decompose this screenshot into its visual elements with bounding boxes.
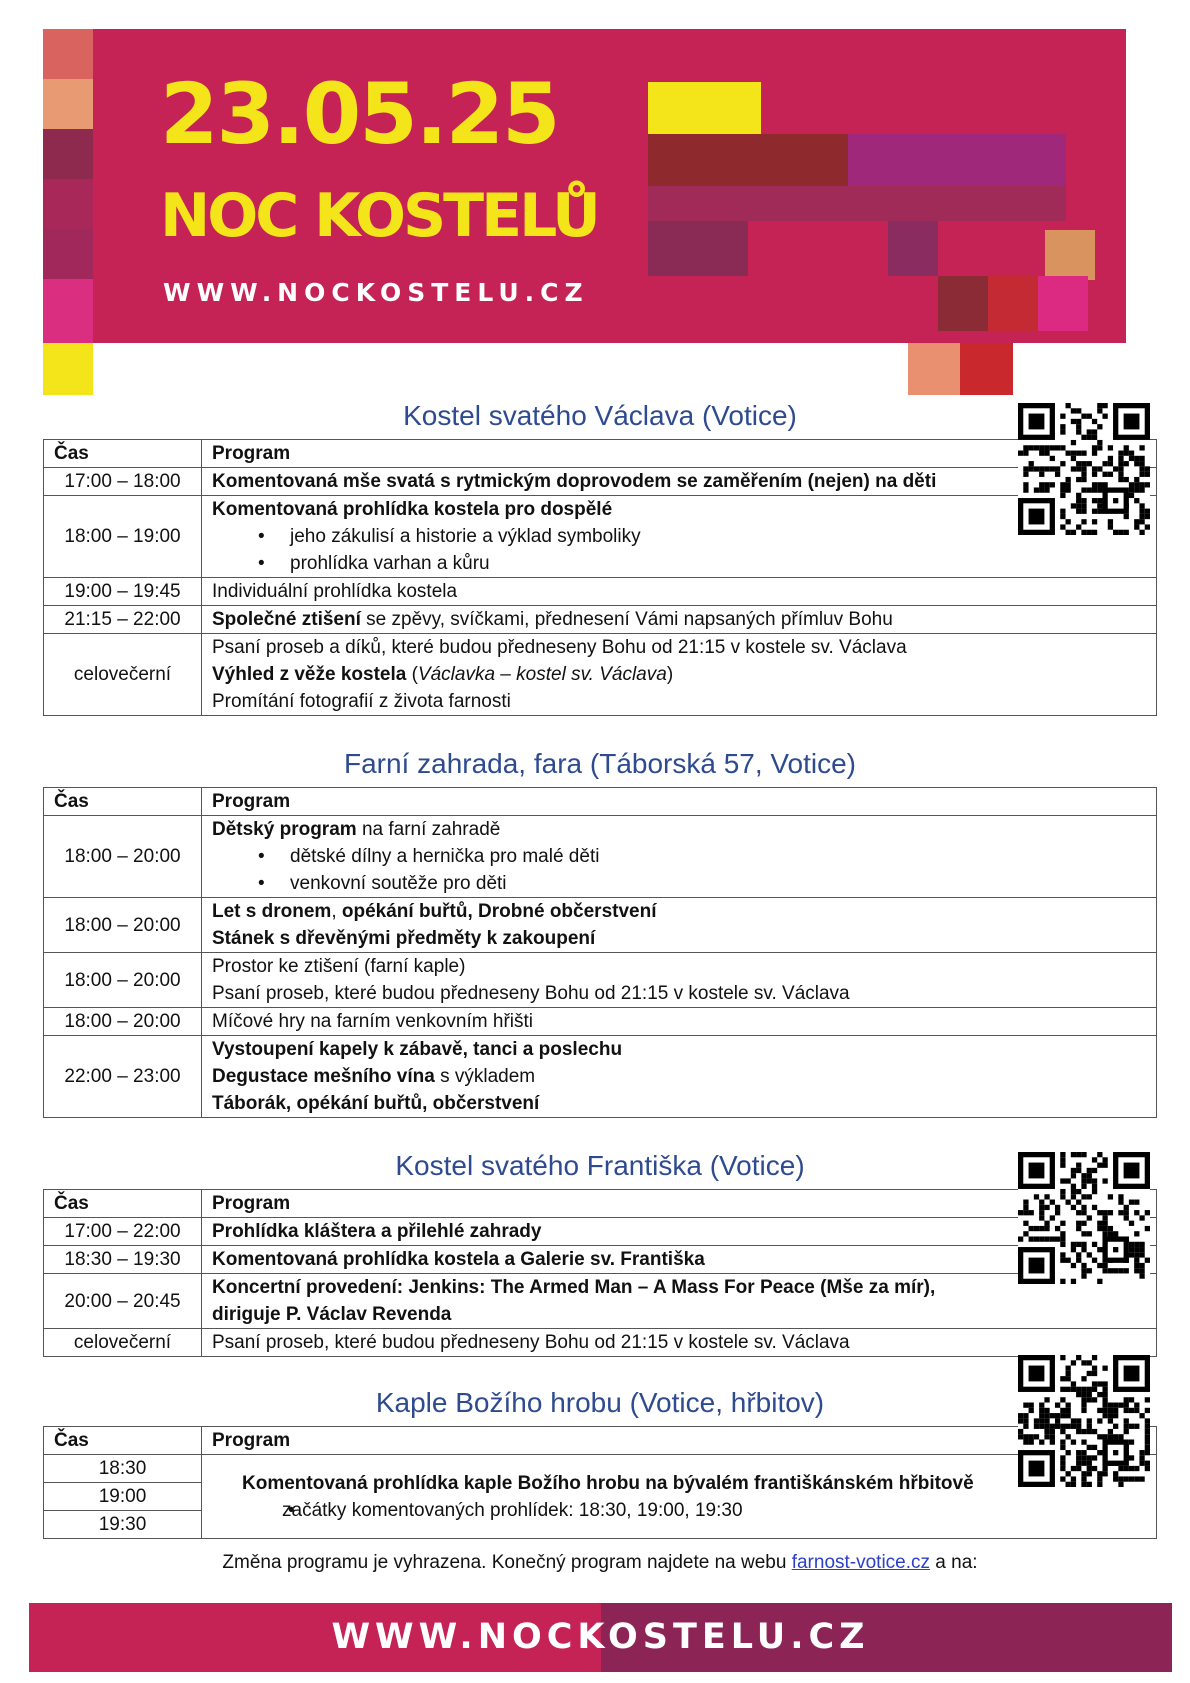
footer-url[interactable]: WWW.NOCKOSTELU.CZ [331, 1617, 870, 1657]
row-program-bold: Dětský program [212, 819, 357, 840]
row-time: 22:00 – 23:00 [44, 1036, 202, 1118]
row-program: ) [666, 664, 674, 685]
bullet-item: prohlídka varhan a kůru [290, 553, 490, 574]
table-header-row [44, 440, 1157, 468]
bullet-item: začátky komentovaných prohlídek: 18:30, 19:00, 19:30 [282, 1499, 743, 1521]
row-program-bold: Degustace mešního vína [212, 1066, 435, 1087]
table-row [44, 468, 1157, 496]
banner-block-peach [908, 343, 960, 395]
row-program-bold: Komentovaná prohlídka kostela a Galerie sv. Františka [202, 1246, 1157, 1274]
table-row [44, 1008, 1157, 1036]
row-program-bold: opékání buřtů, Drobné občerstvení [341, 901, 657, 922]
row-time: 20:00 – 20:45 [44, 1274, 202, 1329]
bullet-item: dětské dílny a hernička pro malé děti [290, 846, 600, 867]
table-row [44, 816, 1157, 898]
row-time: 18:00 – 19:00 [44, 496, 202, 578]
qr-code-vaclav [1018, 403, 1150, 535]
row-program: Komentovaná mše svatá s rytmickým doprovodem se zaměřením (nejen) na děti [212, 471, 937, 492]
table-header-row [44, 788, 1157, 816]
row-time: 19:00 – 19:45 [44, 578, 202, 606]
row-program: Prostor ke ztišení (farní kaple) [212, 956, 466, 977]
note-text: Změna programu je vyhrazena. Konečný program najdete na webu [222, 1552, 792, 1573]
row-program: , [331, 901, 342, 922]
event-date: 23.05.25 [160, 65, 559, 163]
farnost-link[interactable]: farnost-votice.cz [791, 1552, 931, 1573]
event-title: NOC KOSTELŮ [160, 181, 598, 251]
footer-banner [29, 1603, 1172, 1672]
row-time: 18:00 – 20:00 [44, 898, 202, 953]
banner-url[interactable]: WWW.NOCKOSTELU.CZ [163, 278, 589, 307]
row-program-bold: diriguje P. Václav Revenda [212, 1304, 452, 1325]
row-time: 18:00 – 20:00 [44, 953, 202, 1008]
row-time: 19:30 [44, 1511, 202, 1539]
row-program-bold: Let s dronem [212, 901, 332, 922]
col-time-header: Čas [44, 788, 202, 816]
table-row [44, 1455, 1157, 1483]
table-header-row [44, 1427, 1157, 1455]
row-program-bold: Společné ztišení [212, 609, 361, 630]
col-program-header: Program [202, 788, 1157, 816]
banner-block-yellow [43, 343, 93, 395]
qr-code-kaple [1018, 1355, 1150, 1487]
program-table-fara [43, 787, 1157, 1118]
row-program: ( [406, 664, 418, 685]
row-time: 18:00 – 20:00 [44, 1008, 202, 1036]
row-time: 18:00 – 20:00 [44, 816, 202, 898]
table-row [44, 953, 1157, 1008]
row-program: Míčové hry na farním venkovním hřišti [202, 1008, 1157, 1036]
row-program-bold: Vystoupení kapely k zábavě, tanci a poslechu [212, 1039, 623, 1060]
row-time: 18:30 [44, 1455, 202, 1483]
row-time: 21:15 – 22:00 [44, 606, 202, 634]
table-header-row [44, 1190, 1157, 1218]
row-program: Promítání fotografií z života farnosti [212, 691, 511, 712]
row-time: 17:00 – 18:00 [44, 468, 202, 496]
row-program-bold: Stánek s dřevěnými předměty k zakoupení [212, 928, 596, 949]
table-row [44, 1036, 1157, 1118]
row-time: 18:30 – 19:30 [44, 1246, 202, 1274]
table-row [44, 898, 1157, 953]
note-after: a na: [930, 1552, 978, 1573]
table-row [44, 1246, 1157, 1274]
table-row [44, 1218, 1157, 1246]
col-program-header: Program [202, 1190, 1157, 1218]
row-time: 19:00 [44, 1483, 202, 1511]
section-title-frantisek: Kostel svatého Františka (Votice) [395, 1150, 805, 1181]
bullet-item: venkovní soutěže pro děti [290, 873, 507, 894]
row-program: Komentovaná prohlídka kostela pro dospělé [212, 499, 613, 520]
section-title-fara: Farní zahrada, fara (Táborská 57, Votice) [343, 748, 857, 779]
col-time-header: Čas [44, 1190, 202, 1218]
row-time: celovečerní [44, 1329, 202, 1357]
row-program: Psaní proseb, které budou předneseny Bohu od 21:15 v kostele sv. Václava [202, 1329, 1157, 1357]
program-table-vaclav [43, 439, 1157, 716]
col-time-header: Čas [44, 1427, 202, 1455]
col-time-header: Čas [44, 440, 202, 468]
table-row [44, 496, 1157, 578]
bullet-item: jeho zákulisí a historie a výklad symboliky [290, 526, 641, 547]
row-program: Individuální prohlídka kostela [202, 578, 1157, 606]
row-program-bold: Prohlídka kláštera a přilehlé zahrady [202, 1218, 1157, 1246]
row-program: Psaní proseb, které budou předneseny Bohu od 21:15 v kostele sv. Václava [212, 983, 850, 1004]
row-program: se zpěvy, svíčkami, přednesení Vámi napsaných přímluv Bohu [360, 609, 893, 630]
row-program-bold: Výhled z věže kostela [212, 664, 407, 685]
row-program: s výkladem [434, 1066, 536, 1087]
section-title-kaple: Kaple Božího hrobu (Votice, hřbitov) [375, 1387, 825, 1418]
row-program-bold: Táborák, opékání buřtů, občerstvení [212, 1093, 540, 1114]
row-program-bold: Koncertní provedení: Jenkins: The Armed Man – A Mass For Peace (Mše za mír), [212, 1277, 936, 1298]
col-program-header: Program [202, 440, 1157, 468]
qr-code-frantisek [1018, 1152, 1150, 1284]
row-time: 17:00 – 22:00 [44, 1218, 202, 1246]
section-title-vaclav: Kostel svatého Václava (Votice) [403, 400, 797, 431]
banner-block-red [960, 343, 1013, 395]
row-program: Psaní proseb a díků, které budou předneseny Bohu od 21:15 v kostele sv. Václava [212, 637, 907, 658]
program-table-kaple [43, 1426, 1157, 1539]
table-row [44, 1274, 1157, 1329]
row-time: celovečerní [44, 634, 202, 716]
table-row [44, 578, 1157, 606]
table-row [44, 634, 1157, 716]
table-row [44, 1329, 1157, 1357]
row-program-italic: Václavka – kostel sv. Václava [417, 664, 667, 685]
row-program: na farní zahradě [356, 819, 501, 840]
program-table-frantisek [43, 1189, 1157, 1357]
table-row [44, 606, 1157, 634]
program-change-note [43, 1553, 1157, 1572]
row-program-bold: Komentovaná prohlídka kaple Božího hrobu na bývalém františkánském hřbitově [242, 1472, 974, 1494]
col-program-header: Program [202, 1427, 1157, 1455]
